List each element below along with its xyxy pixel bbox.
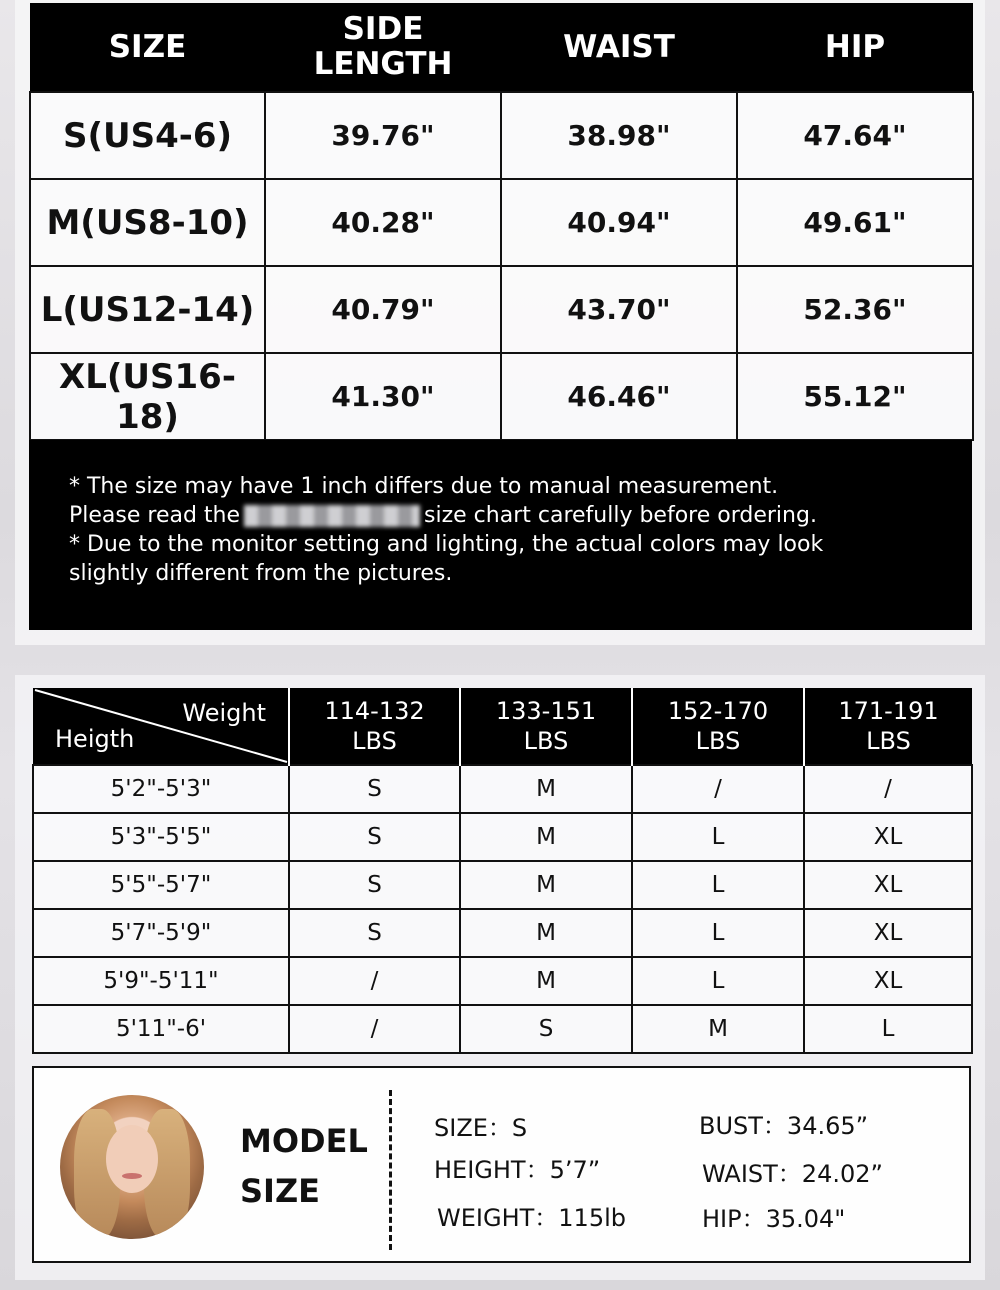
fit-cell: L [632, 909, 804, 957]
size-cell: S(US4-6) [30, 92, 265, 179]
dashed-divider [389, 1090, 392, 1250]
fit-cell: M [460, 861, 632, 909]
model-hip-stat: HIP：35.04" [702, 1205, 846, 1233]
height-cell: 5'3"-5'5" [33, 813, 289, 861]
side-length-cell: 40.28" [265, 179, 501, 266]
hip-cell: 55.12" [737, 353, 973, 440]
side-length-cell: 39.76" [265, 92, 501, 179]
side-length-cell: 41.30" [265, 353, 501, 440]
model-height-stat: HEIGHT：5’7” [434, 1156, 601, 1184]
model-waist-stat: WAIST：24.02” [702, 1160, 883, 1188]
header-side-length: SIDE LENGTH [265, 3, 501, 92]
fit-chart-header-row [33, 688, 972, 765]
fit-cell: S [289, 813, 460, 861]
hip-cell: 47.64" [737, 92, 973, 179]
table-row [30, 179, 973, 266]
weight-label: Weight [182, 699, 266, 727]
waist-cell: 38.98" [501, 92, 737, 179]
size-cell: M(US8-10) [30, 179, 265, 266]
size-chart-table [29, 3, 974, 441]
table-row [33, 1005, 972, 1053]
height-label: Heigth [55, 725, 135, 753]
table-row [33, 957, 972, 1005]
table-row [33, 813, 972, 861]
hip-cell: 49.61" [737, 179, 973, 266]
table-row [33, 909, 972, 957]
model-weight-stat: WEIGHT：115lb [437, 1204, 626, 1232]
fit-cell: M [460, 813, 632, 861]
fit-cell: L [804, 1005, 972, 1053]
fit-cell: S [289, 861, 460, 909]
note-line: * The size may have 1 inch differs due to manual measurement. [69, 474, 779, 499]
height-cell: 5'7"-5'9" [33, 909, 289, 957]
fit-cell: S [460, 1005, 632, 1053]
note-line: slightly different from the pictures. [69, 561, 453, 586]
header-waist: WAIST [501, 3, 737, 92]
fit-cell: M [460, 765, 632, 813]
waist-cell: 46.46" [501, 353, 737, 440]
weight-column-header: 171-191 LBS [804, 688, 972, 765]
fit-cell: XL [804, 813, 972, 861]
fit-cell: XL [804, 957, 972, 1005]
measurement-notes [29, 440, 972, 630]
redacted-brand [244, 505, 420, 527]
height-cell: 5'11"-6' [33, 1005, 289, 1053]
waist-cell: 43.70" [501, 266, 737, 353]
header-size: SIZE [30, 3, 265, 92]
height-cell: 5'9"-5'11" [33, 957, 289, 1005]
fit-chart-table [32, 688, 973, 1054]
note-line: Please read the size chart carefully before ordering. [69, 503, 817, 528]
fit-cell: XL [804, 909, 972, 957]
table-row [30, 353, 973, 440]
model-size-title: MODEL SIZE [240, 1122, 368, 1210]
fit-cell: M [460, 957, 632, 1005]
fit-cell: / [632, 765, 804, 813]
fit-cell: / [804, 765, 972, 813]
table-row [33, 765, 972, 813]
side-length-cell: 40.79" [265, 266, 501, 353]
fit-cell: S [289, 765, 460, 813]
weight-column-header: 114-132 LBS [289, 688, 460, 765]
fit-cell: S [289, 909, 460, 957]
height-cell: 5'5"-5'7" [33, 861, 289, 909]
waist-cell: 40.94" [501, 179, 737, 266]
corner-header [33, 688, 289, 765]
size-chart-header-row [30, 3, 973, 92]
table-row [30, 92, 973, 179]
fit-cell: M [460, 909, 632, 957]
table-row [30, 266, 973, 353]
table-row [33, 861, 972, 909]
fit-cell: L [632, 957, 804, 1005]
model-size-stat: SIZE：S [434, 1114, 528, 1142]
fit-cell: M [632, 1005, 804, 1053]
fit-cell: XL [804, 861, 972, 909]
header-hip: HIP [737, 3, 973, 92]
weight-column-header: 152-170 LBS [632, 688, 804, 765]
fit-cell: / [289, 1005, 460, 1053]
model-size-box [32, 1066, 971, 1263]
fit-cell: L [632, 813, 804, 861]
model-bust-stat: BUST：34.65” [699, 1112, 869, 1140]
weight-column-header: 133-151 LBS [460, 688, 632, 765]
height-cell: 5'2"-5'3" [33, 765, 289, 813]
size-cell: L(US12-14) [30, 266, 265, 353]
note-line: * Due to the monitor setting and lighting, the actual colors may look [69, 532, 824, 557]
hip-cell: 52.36" [737, 266, 973, 353]
model-avatar [60, 1095, 204, 1239]
fit-cell: L [632, 861, 804, 909]
size-cell: XL(US16-18) [30, 353, 265, 440]
fit-cell: / [289, 957, 460, 1005]
